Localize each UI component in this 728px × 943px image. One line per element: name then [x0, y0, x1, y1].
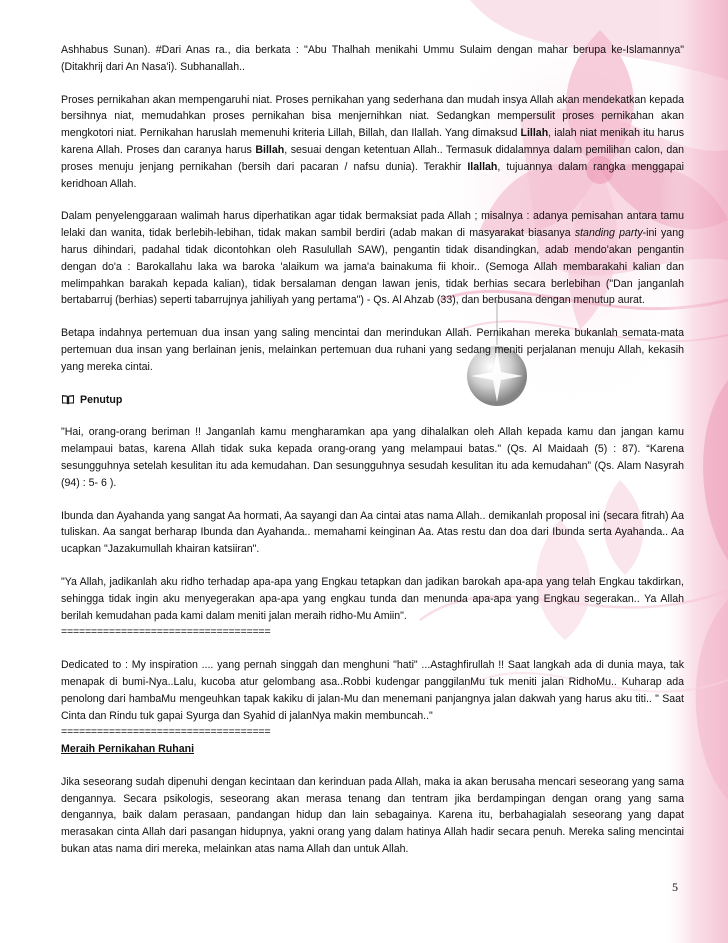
term-standing-party: standing party: [574, 227, 643, 240]
paragraph-ruhani: Jika seseorang sudah dipenuhi dengan kecintaan dan kerinduan pada Allah, maka ia akan berusaha mencari seseorang yang sama dengannya. Secara psikologis, seseorang akan merasa tenang dan tentram jika berdampingan dengan orang yang sama dengannya, baik dalam perasaan, pandangan hidup dan lain sebagainya. Karena itu, berbahagialah seseorang yang dapat merasakan cinta Allah dari pasangan hidupnya, yakni orang yang dalam hatinya Allah hadir secara penuh. Mereka saling mencintai bukan atas nama diri mereka, melainkan atas nama Allah dan untuk Allah.: [61, 775, 684, 856]
paragraph-ayat: "Hai, orang-orang beriman !! Janganlah kamu mengharamkan apa yang dihalalkan oleh Allah kepada kamu dan jangan kamu melampaui batas, karena Allah tidak suka kepada orang-orang yang melampaui batas." (Qs. Al Maidaah (5) : 87). “Karena sesungguhnya setelah kesulitan itu ada kemudahan. Dan sesungguhnya sesudah kesulitan itu ada kemudahan” (Qs. Alam Nasyrah (94) : 5- 6 ).: [61, 426, 684, 489]
separator-line: ===================================: [61, 626, 271, 639]
paragraph-pertemuan: Betapa indahnya pertemuan dua insan yang saling mencintai dan merindukan Allah. Pernikahan mereka bukanlah semata-mata pertemuan dua insan yang berlainan jenis, melainkan pertemuan dua ruhani yang sedang meniti perjalanan menuju Allah, kekasih yang mereka cintai.: [61, 327, 684, 373]
book-icon: [61, 394, 75, 405]
paragraph-proses-pernikahan: Proses pernikahan akan mempengaruhi niat. Proses pernikahan yang sederhana dan mudah insya Allah akan mendekatkan kepada bersihnya niat, memudahkan proses pernikahan bisa menjernihkan niat. Sedangkan mempersulit proses pernikahan akan mengkotori niat. Pernikahan haruslah memenuhi kriteria Lillah, Billah, dan Ilallah. Yang dimaksud Lillah, ialah niat menikah itu harus karena Allah. Proses dan caranya harus Billah, sesuai dengan ketentuan Allah.. Termasuk didalamnya dalam pemilihan calon, dan proses menuju jenjang pernikahan (bersih dari pacaran / nafsu dunia). Terakhir Ilallah, tujuannya dalam rangka menggapai keridhoan Allah.: [61, 93, 685, 190]
document-body: [61, 42, 684, 874]
term-billah: Billah: [255, 143, 285, 156]
paragraph-doa: "Ya Allah, jadikanlah aku ridho terhadap apa-apa yang Engkau tetapkan dan jadikan barokah apa-apa yang telah Engkau takdirkan, sehingga tidak ingin aku menyegerakan apa-apa yang engkau tunda dan menunda apa-apa yang Engkau segerakan.. Ya Allah berilah kemudahan pada kami dalam meniti jalan meraih ridho-Mu Amiin".: [61, 575, 684, 622]
paragraph-ibunda-ayahanda: Ibunda dan Ayahanda yang sangat Aa hormati, Aa sayangi dan Aa cintai atas nama Allah.. demikanlah proposal ini (secara fitrah) Aa tuliskan. Aa sangat berharap Ibunda dan Ayahanda.. memahami keinginan Aa. Atas restu dan doa dari Ibunda serta Ayahanda.. Aa ucapkan "Jazakumullah khairan katsiiran".: [61, 509, 684, 556]
section-title-meraih-pernikahan-ruhani: Meraih Pernikahan Ruhani: [61, 743, 195, 756]
paragraph-walimah: Dalam penyelenggaraan walimah harus diperhatikan agar tidak bermaksiat pada Allah ; misalnya : adanya pemisahan antara tamu lelaki dan wanita, tidak berlebih-lebihan, tidak makan sambil berdiri (adab makan di masyarakat biasanya standing party-ini yang harus dihindari, padahal tidak dicontohkan oleh Rasulullah SAW), pengantin tidak disandingkan, adab mendo'akan pengantin dengan do'a : Barokallahu laka wa baroka 'alaikum wa jama'a bainakuma fii khoir.. (Semoga Allah membarakahi kalian dan melimpahkan barakah kepada kalian), tidak bersalaman dengan lawan jenis, tidak berhias secara berlebihan ("Dan janganlah bertabarruj (berhias) seperti tabarrujnya jahiliyah yang pertama") - Qs. Al Ahzab (33), dan berbusana dengan menutup aurat.: [61, 210, 684, 307]
term-ilallah: Ilallah: [467, 160, 498, 173]
separator-line: ===================================: [61, 726, 271, 739]
paragraph-dedicated: Dedicated to : My inspiration .... yang pernah singgah dan menghuni "hati" ...Astaghfirullah !! Saat langkah ada di dunia maya, tak menapak di bumi-Nya..Lalu, kucoba atur gelombang asa..Robbi kudengar panggilanMu tuk meniti jalan RidhoMu.. Kuharap ada penolong dari hambaMu mengeuhkan tapak kakiku di jalan-Mu dan menemani panjangnya jalan dakwah yang harus aku titi.. " Saat Cinta dan Rindu tuk gapai Syurga dan Syahid di jalanNya makin membuncah..": [61, 659, 684, 722]
term-lillah: Lillah: [520, 127, 549, 140]
section-heading-penutup: Penutup: [61, 392, 684, 409]
paragraph-intro: Ashhabus Sunan). #Dari Anas ra., dia berkata : "Abu Thalhah menikahi Ummu Sulaim dengan mahar berupa ke-Islamannya" (Ditakhrij dari An Nasa'i). Subhanallah..: [61, 44, 684, 73]
page-number: 5: [672, 880, 678, 894]
